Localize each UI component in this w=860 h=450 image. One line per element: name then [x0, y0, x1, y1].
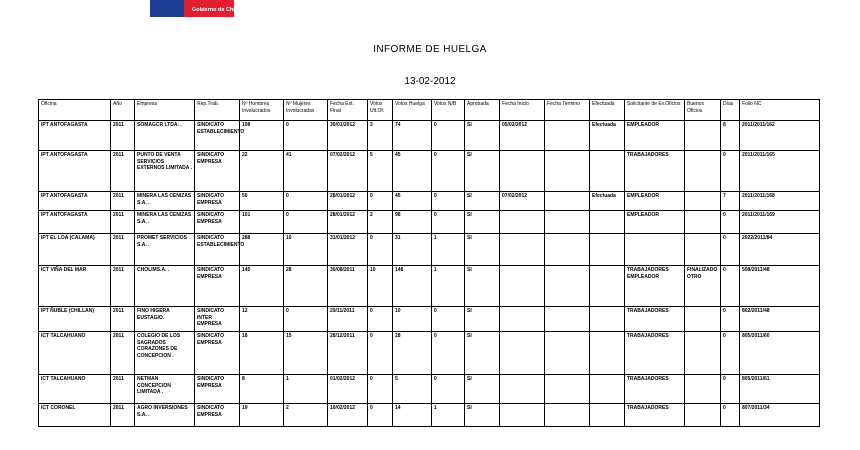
table-cell: 0 — [721, 307, 740, 332]
table-cell — [500, 151, 545, 192]
table-cell: 2011/2011/168 — [740, 192, 820, 211]
table-cell: 2 — [368, 211, 393, 234]
table-cell — [590, 234, 625, 266]
table-cell: 05/02/2012 — [500, 121, 545, 151]
table-cell: MINERA LAS CENIZAS S.A. . — [135, 192, 195, 211]
table-cell — [545, 192, 590, 211]
table-cell: 0 — [721, 234, 740, 266]
column-header: Fecha Inicio — [500, 100, 545, 121]
table-cell: 0 — [432, 121, 465, 151]
table-cell: 1 — [284, 375, 328, 404]
table-cell: 10 — [393, 307, 432, 332]
table-cell: 10 — [284, 234, 328, 266]
table-cell: SINDICATO INTER EMPRESA — [195, 307, 240, 332]
table-cell: 0 — [721, 266, 740, 307]
table-cell: 0 — [284, 307, 328, 332]
table-cell: 0 — [368, 404, 393, 427]
table-cell: 18 — [240, 332, 284, 375]
table-cell — [545, 375, 590, 404]
table-cell: SI — [465, 234, 500, 266]
table-cell: 2011 — [111, 121, 135, 151]
table-row — [39, 266, 820, 307]
column-header: Fecha Termino — [545, 100, 590, 121]
table-cell: 108 — [240, 121, 284, 151]
logo-red-block — [184, 0, 240, 17]
table-cell: AGRO INVERSIONES S.A. . — [135, 404, 195, 427]
table-cell: 5 — [368, 151, 393, 192]
table-cell — [685, 404, 721, 427]
table-cell: IPT ANTOFAGASTA — [39, 192, 111, 211]
table-cell: SINDICATO EMPRESA — [195, 404, 240, 427]
table-cell — [545, 234, 590, 266]
table-cell: SOMAGCR LTDA. . — [135, 121, 195, 151]
column-header: Empresa — [135, 100, 195, 121]
table-cell: SI — [465, 404, 500, 427]
table-cell: 2011 — [111, 404, 135, 427]
table-cell: COLEGIO DE LOS SAGRADOS CORAZONES DE CONCEPCION . — [135, 332, 195, 375]
table-cell: 29/11/2011 — [328, 307, 368, 332]
table-cell — [685, 375, 721, 404]
table-cell — [685, 121, 721, 151]
table-row — [39, 307, 820, 332]
column-header: Nº Mujeres Involucradas — [284, 100, 328, 121]
logo-text: Gobierno de Chile — [192, 7, 240, 13]
table-cell: 0 — [432, 211, 465, 234]
table-cell: SINDICATO EMPRESA — [195, 332, 240, 375]
table-cell: 0 — [721, 375, 740, 404]
table-cell — [685, 234, 721, 266]
table-cell: 1 — [432, 234, 465, 266]
table-cell: 807/2011/34 — [740, 404, 820, 427]
table-cell: IPT ANTOFAGASTA — [39, 151, 111, 192]
table-cell: SINDICATO EMPRESA — [195, 266, 240, 307]
table-cell: PUNTO DE VENTA SERVICIOS EXTERNOS LIMITADA . — [135, 151, 195, 192]
table-cell: 0 — [432, 307, 465, 332]
table-cell: 0 — [284, 211, 328, 234]
table-cell: FINALIZADO OTRO — [685, 266, 721, 307]
table-cell: FINO HIGERA EUSTAGIO. — [135, 307, 195, 332]
table-cell: SI — [465, 192, 500, 211]
table-cell: TRABAJADORES — [625, 151, 685, 192]
table-cell: 10/02/2012 — [328, 404, 368, 427]
table-cell: TRABAJADORES EMPLEADOR — [625, 266, 685, 307]
table-cell — [545, 121, 590, 151]
column-header: Año — [111, 100, 135, 121]
table-cell: 8 — [240, 375, 284, 404]
table-cell: EMPLEADOR — [625, 121, 685, 151]
column-header: Votos N/B — [432, 100, 465, 121]
table-cell: 0 — [432, 151, 465, 192]
column-header: Nº Hombres Involucrados — [240, 100, 284, 121]
table-cell: 30/01/2012 — [328, 121, 368, 151]
table-cell: 07/02/2012 — [500, 192, 545, 211]
table-cell: 74 — [393, 121, 432, 151]
table-cell: 2011 — [111, 234, 135, 266]
table-cell: 31 — [393, 234, 432, 266]
table-cell: SI — [465, 211, 500, 234]
table-cell: 28/01/2012 — [328, 211, 368, 234]
table-cell: 0 — [368, 234, 393, 266]
table-cell — [685, 192, 721, 211]
table-cell — [500, 307, 545, 332]
table-cell: 30/08/2011 — [328, 266, 368, 307]
table-cell — [500, 266, 545, 307]
table-cell: ICT TALCAHUANO — [39, 332, 111, 375]
column-header: Efectuada — [590, 100, 625, 121]
table-cell: 802/2011/48 — [740, 307, 820, 332]
column-header: Oficina — [39, 100, 111, 121]
table-cell: 28 — [284, 266, 328, 307]
table-cell: 15 — [284, 332, 328, 375]
column-header: Votos Ult.Of. — [368, 100, 393, 121]
table-cell: 2011 — [111, 192, 135, 211]
header-row — [39, 100, 820, 121]
table-cell: SI — [465, 307, 500, 332]
strike-report-table — [38, 99, 820, 427]
table-row — [39, 404, 820, 427]
table-body — [39, 121, 820, 427]
table-cell: 45 — [393, 192, 432, 211]
table-cell: SI — [465, 121, 500, 151]
table-cell: 2 — [284, 404, 328, 427]
table-cell: 2011 — [111, 332, 135, 375]
table-cell — [685, 211, 721, 234]
table-cell — [500, 211, 545, 234]
table-cell — [590, 266, 625, 307]
gobierno-logo — [150, 0, 240, 17]
table-cell: 2011 — [111, 375, 135, 404]
table-cell: IPT EL LOA (CALAMA) — [39, 234, 111, 266]
table-cell: CHOLIMS.A. . — [135, 266, 195, 307]
table-cell: IPT ANTOFAGASTA — [39, 211, 111, 234]
table-cell — [545, 266, 590, 307]
column-header: Votos Huelga — [393, 100, 432, 121]
column-header: Buenos Oficios — [685, 100, 721, 121]
table-cell: 2011 — [111, 307, 135, 332]
table-cell: SINDICATO EMPRESA — [195, 375, 240, 404]
table-cell: 0 — [368, 332, 393, 375]
table-cell: 14 — [393, 404, 432, 427]
table-cell — [500, 404, 545, 427]
table-cell: 07/02/2012 — [328, 151, 368, 192]
table-cell: 28 — [393, 332, 432, 375]
table-cell: 2011 — [111, 211, 135, 234]
table-cell: EMPLEADOR — [625, 192, 685, 211]
table-cell: 98 — [393, 211, 432, 234]
table-cell: 2011/2011/162 — [740, 121, 820, 151]
table-cell: 3 — [368, 121, 393, 151]
table-cell: 8 — [721, 121, 740, 151]
table-cell: 145 — [240, 266, 284, 307]
table-cell: 508/2011/48 — [740, 266, 820, 307]
table-cell — [500, 375, 545, 404]
table-cell: 01/02/2012 — [328, 375, 368, 404]
table-cell: Efectuada — [590, 192, 625, 211]
table-cell: EMPLEADOR — [625, 211, 685, 234]
table-cell: ICT CORONEL — [39, 404, 111, 427]
column-header: Rep.Trab. — [195, 100, 240, 121]
table-row — [39, 192, 820, 211]
table-cell: TRABAJADORES — [625, 375, 685, 404]
table-cell: 28/12/2011 — [328, 332, 368, 375]
table-cell: 101 — [240, 211, 284, 234]
table-cell — [685, 307, 721, 332]
table-cell — [625, 234, 685, 266]
table-cell: 45 — [393, 151, 432, 192]
table-cell: 1 — [432, 266, 465, 307]
table-cell: SINDICATO EMPRESA — [195, 151, 240, 192]
table-cell: 0 — [432, 375, 465, 404]
table-cell — [590, 211, 625, 234]
table-cell: 12 — [240, 307, 284, 332]
logo-blue-block — [150, 0, 184, 17]
table-cell: SINDICATO ESTABLECIMIENTO — [195, 234, 240, 266]
column-header: Días — [721, 100, 740, 121]
table-cell: SINDICATO ESTABLECIMIENTO — [195, 121, 240, 151]
table-cell: 19 — [240, 404, 284, 427]
table-cell: 5 — [393, 375, 432, 404]
table-cell: 805/2011/61 — [740, 375, 820, 404]
report-date: 13-02-2012 — [404, 76, 456, 87]
table-cell: SI — [465, 332, 500, 375]
table-cell: 148 — [393, 266, 432, 307]
table-cell: MINERA LAS CENIZAS S.A. . — [135, 211, 195, 234]
table-cell — [685, 151, 721, 192]
table-cell — [590, 307, 625, 332]
table-cell: Efectuada — [590, 121, 625, 151]
table-cell — [500, 234, 545, 266]
table-cell: 2022/2011/84 — [740, 234, 820, 266]
column-header: Solicitante de Ev.Oficios — [625, 100, 685, 121]
table-row — [39, 332, 820, 375]
table-cell: 22 — [240, 151, 284, 192]
table-cell: 0 — [721, 151, 740, 192]
table-row — [39, 151, 820, 192]
table-cell: 0 — [284, 192, 328, 211]
table-cell: SI — [465, 151, 500, 192]
table-cell: TRABAJADORES — [625, 307, 685, 332]
table-cell: ICT TALCAHUANO — [39, 375, 111, 404]
table-cell: SI — [465, 375, 500, 404]
table-cell: TRABAJADORES — [625, 332, 685, 375]
table-cell: TRABAJADORES — [625, 404, 685, 427]
table-cell — [590, 332, 625, 375]
table-row — [39, 234, 820, 266]
table-cell — [590, 404, 625, 427]
table-cell — [545, 151, 590, 192]
table-cell: IPT ÑUBLE (CHILLAN) — [39, 307, 111, 332]
table-cell: 0 — [368, 375, 393, 404]
table-row — [39, 121, 820, 151]
table-cell: 0 — [432, 332, 465, 375]
column-header: Aprobada — [465, 100, 500, 121]
table-cell: 0 — [284, 121, 328, 151]
table-cell — [590, 375, 625, 404]
table-cell: SI — [465, 266, 500, 307]
table-row — [39, 211, 820, 234]
table-cell: 0 — [368, 307, 393, 332]
table-cell: 41 — [284, 151, 328, 192]
table-cell: 2011/2011/165 — [740, 151, 820, 192]
table-cell: 0 — [368, 192, 393, 211]
column-header: Folio NC — [740, 100, 820, 121]
table-cell — [500, 332, 545, 375]
table-cell: 805/2011/60 — [740, 332, 820, 375]
table-cell — [545, 404, 590, 427]
table-cell: IPT ANTOFAGASTA — [39, 121, 111, 151]
table-cell: 2011 — [111, 151, 135, 192]
table-cell — [545, 307, 590, 332]
table-cell: 0 — [432, 192, 465, 211]
column-header: Fecha Ext. Final — [328, 100, 368, 121]
table-cell: ICT VIÑA DEL MAR — [39, 266, 111, 307]
table-row — [39, 375, 820, 404]
table-cell: 31/01/2012 — [328, 234, 368, 266]
table-cell: 28/01/2012 — [328, 192, 368, 211]
table-cell: 10 — [368, 266, 393, 307]
table-cell: 2011/2011/169 — [740, 211, 820, 234]
table-cell: NETMAN CONCEPCION LIMITADA . — [135, 375, 195, 404]
table-cell — [545, 211, 590, 234]
table-cell: PROMET SERVICIOS S.A. . — [135, 234, 195, 266]
report-title: INFORME DE HUELGA — [373, 44, 487, 55]
table-cell: 288 — [240, 234, 284, 266]
table-cell: 2011 — [111, 266, 135, 307]
table-cell — [545, 332, 590, 375]
table-cell: 0 — [721, 404, 740, 427]
table-cell: SINDICATO EMPRESA — [195, 192, 240, 211]
table-cell: 1 — [432, 404, 465, 427]
table-cell: 50 — [240, 192, 284, 211]
table-cell — [590, 151, 625, 192]
table-cell: 0 — [721, 211, 740, 234]
table-cell: 0 — [721, 332, 740, 375]
table-cell: SINDICATO EMPRESA — [195, 211, 240, 234]
table-cell: 7 — [721, 192, 740, 211]
table-cell — [685, 332, 721, 375]
